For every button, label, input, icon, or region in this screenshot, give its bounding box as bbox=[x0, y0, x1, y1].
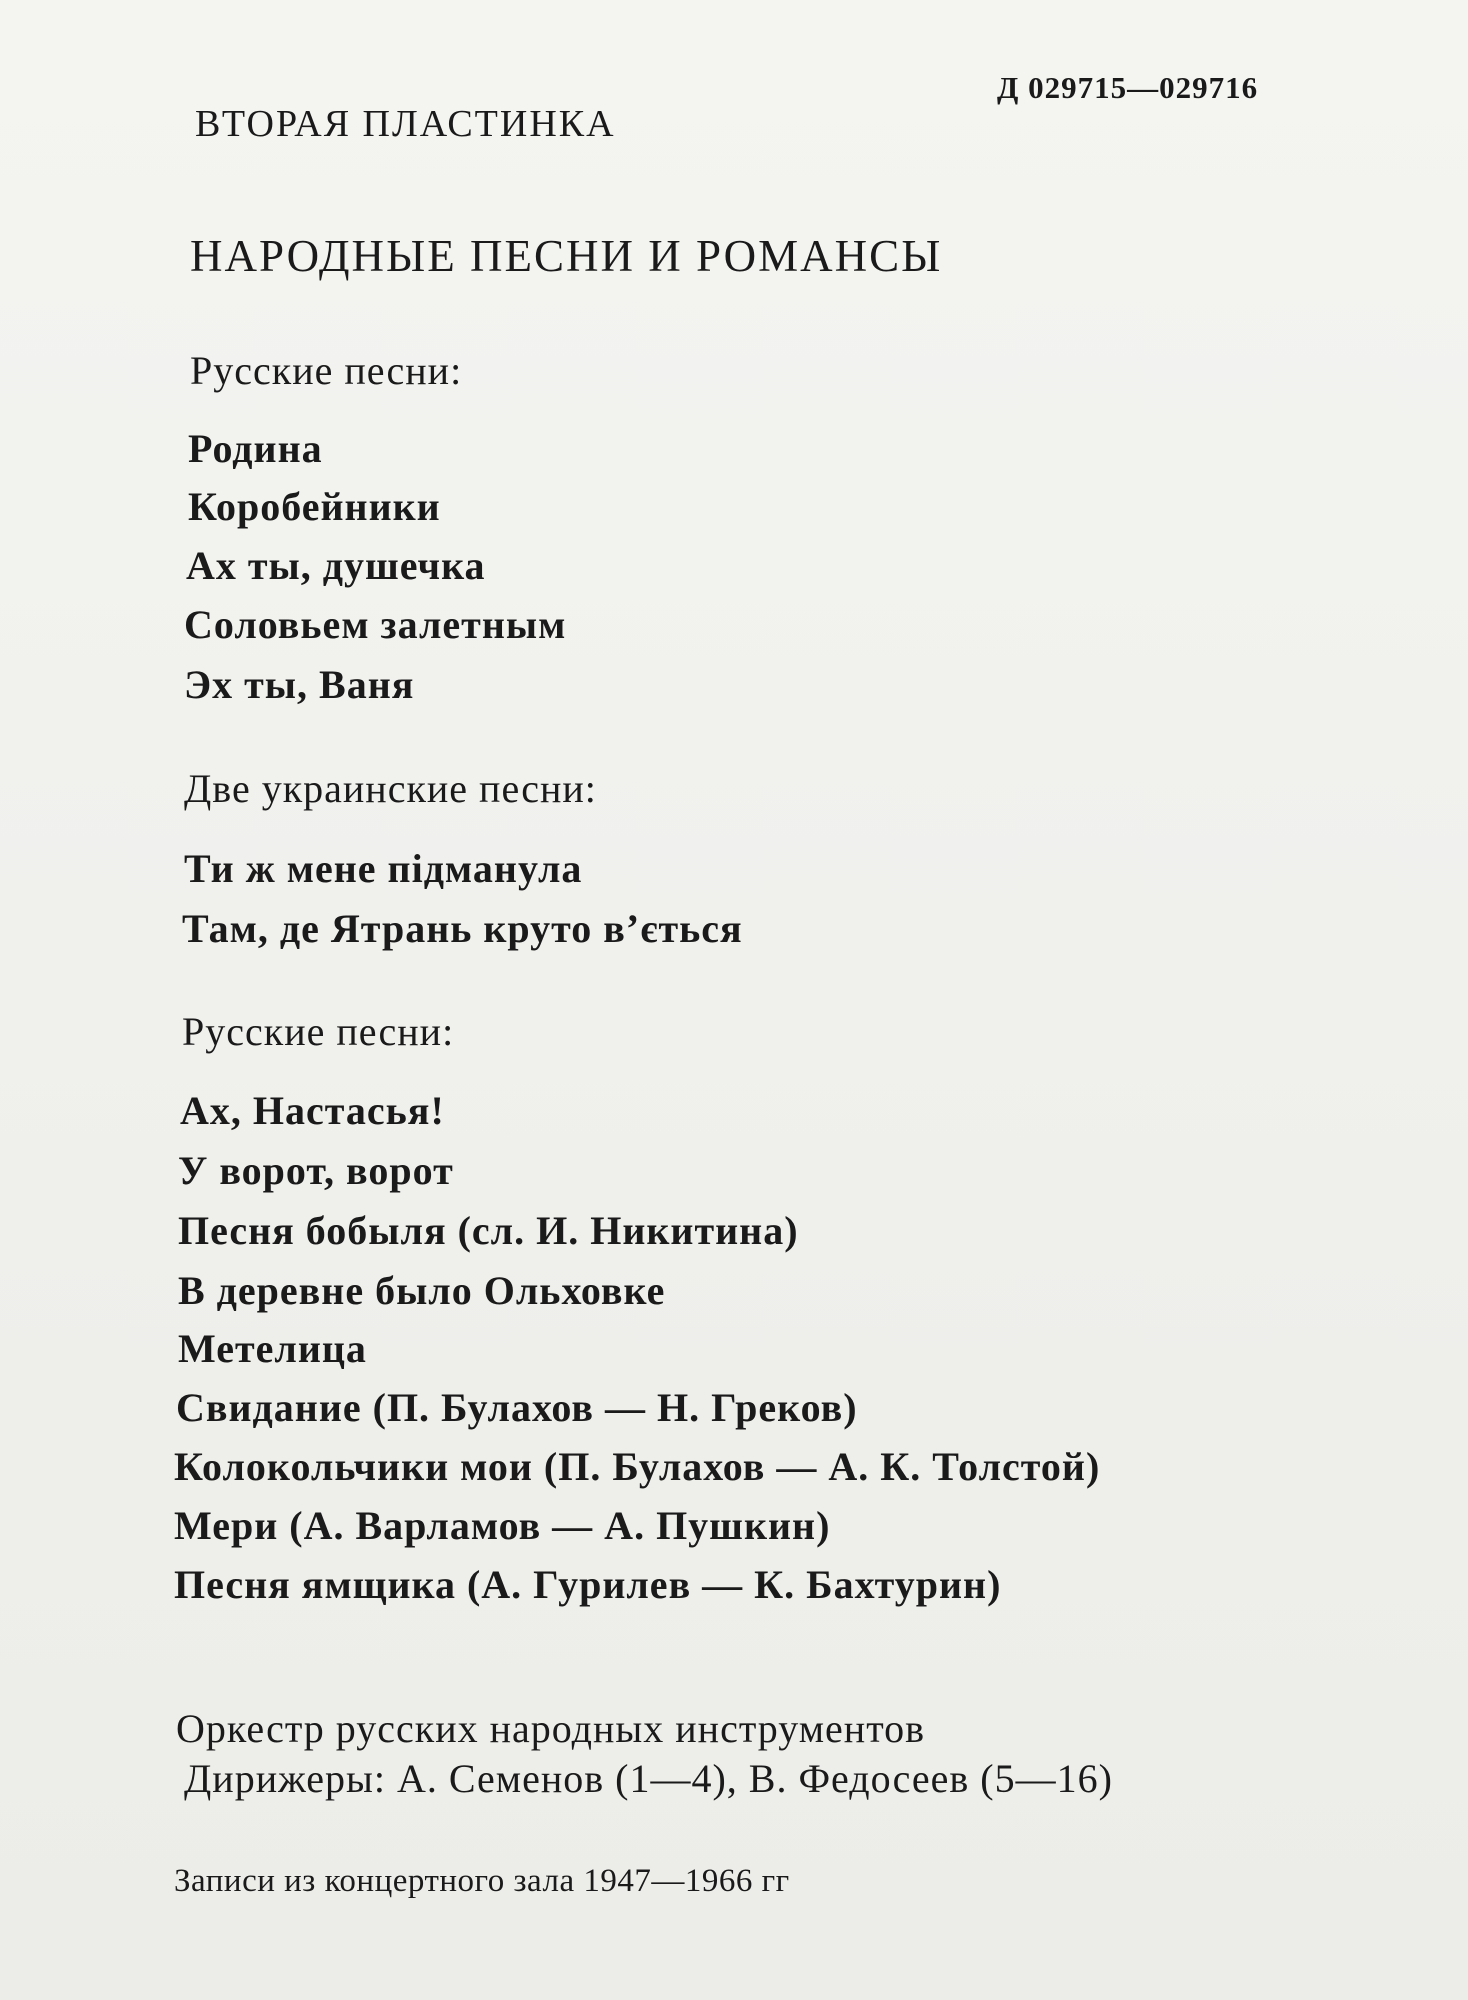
song-item: Свидание (П. Булахов — Н. Греков) bbox=[176, 1385, 858, 1430]
song-item: Метелица bbox=[178, 1326, 367, 1371]
song-item: Колокольчики мои (П. Булахов — А. К. Толстой) bbox=[174, 1444, 1101, 1489]
conductors-credit: Дирижеры: А. Семенов (1—4), В. Федосеев (5—16) bbox=[184, 1756, 1113, 1801]
song-item: В деревне было Ольховке bbox=[178, 1268, 666, 1313]
orchestra-credit: Оркестр русских народных инструментов bbox=[176, 1706, 926, 1751]
section-title-russian-songs-2: Русские песни: bbox=[182, 1009, 455, 1054]
section-title-russian-songs-1: Русские песни: bbox=[190, 348, 463, 393]
recording-note: Записи из концертного зала 1947—1966 гг bbox=[174, 1863, 790, 1899]
song-item: Ти ж мене підманула bbox=[184, 846, 583, 891]
song-item: Родина bbox=[188, 426, 323, 471]
song-item: Эх ты, Ваня bbox=[184, 662, 415, 707]
song-item: Песня бобыля (сл. И. Никитина) bbox=[178, 1208, 799, 1253]
song-item: Песня ямщика (А. Гурилев — К. Бахтурин) bbox=[174, 1562, 1002, 1607]
catalog-number: Д 029715—029716 bbox=[997, 70, 1259, 105]
song-item: Ах ты, душечка bbox=[186, 543, 486, 588]
song-item: Соловьем залетным bbox=[184, 602, 567, 647]
song-item: Коробейники bbox=[188, 484, 441, 529]
song-item: Мери (А. Варламов — А. Пушкин) bbox=[174, 1503, 831, 1548]
song-item: Там, де Ятрань круто в’ється bbox=[182, 906, 743, 951]
section-title-ukrainian-songs: Две украинские песни: bbox=[184, 766, 597, 811]
song-item: У ворот, ворот bbox=[178, 1148, 454, 1193]
page-title: НАРОДНЫЕ ПЕСНИ И РОМАНСЫ bbox=[190, 231, 943, 281]
song-item: Ах, Настасья! bbox=[180, 1088, 445, 1133]
record-label: ВТОРАЯ ПЛАСТИНКА bbox=[195, 103, 616, 145]
